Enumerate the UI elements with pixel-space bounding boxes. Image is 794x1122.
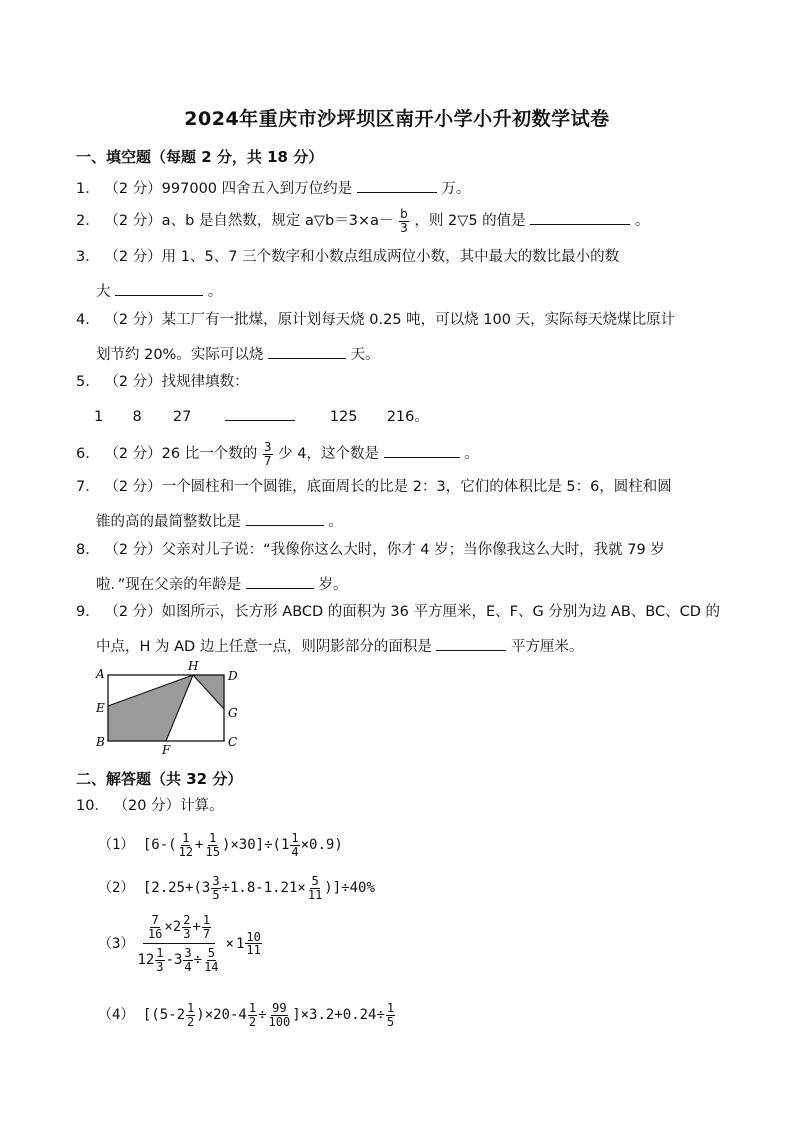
question-5 (76, 375, 249, 390)
question-text: 大 (96, 284, 116, 300)
page-title: 2024年重庆市沙坪坝区南开小学小升初数学试卷 (184, 108, 610, 130)
question-8 (76, 543, 665, 558)
question-7 (76, 480, 672, 495)
expr-text: × (225, 935, 234, 952)
fraction: $\frac{10}{11}$ (246, 929, 261, 958)
rectangle-figure (88, 656, 248, 756)
question-number: 6． (76, 446, 100, 463)
expr-text: + (192, 919, 201, 936)
fraction: $\frac{1}{3}$ (156, 946, 164, 974)
fraction: $\frac{1}{5}$ (386, 1001, 395, 1029)
question-text: 天。 (350, 347, 380, 363)
question-text: 啦．”现在父亲的年龄是 (96, 577, 242, 593)
label-h: H (188, 659, 199, 673)
sequence-item: 27 (172, 409, 192, 425)
calc-1 (98, 832, 343, 858)
expr-text: ×0.9) (300, 837, 343, 854)
fraction: $\frac{b}{3}$ (400, 207, 408, 235)
label-b: B (96, 735, 105, 749)
answer-blank[interactable] (357, 178, 437, 193)
section-heading-fill-in: 一、填空题（每题 2 分，共 18 分） (76, 148, 324, 166)
fraction: $\frac{1}{12}$ (178, 831, 194, 859)
question-text: 。 (464, 446, 479, 463)
label-g: G (228, 706, 238, 720)
part-label: （1） (98, 837, 135, 854)
answer-blank[interactable] (436, 636, 506, 651)
label-f: F (162, 743, 171, 756)
shaded-region-left (108, 675, 193, 741)
question-text: 。 (207, 284, 223, 300)
expr-text: 2 (172, 919, 182, 936)
question-text: 少 4，这个数是 (278, 446, 384, 463)
question-text: （2 分）找规律填数： (104, 374, 249, 390)
expr-text: 1 (235, 935, 245, 952)
question-text: 万。 (441, 181, 471, 197)
fraction: $\frac{5}{11}$ (307, 874, 323, 902)
complex-fraction (134, 914, 223, 973)
question-text: （2 分）如图所示，长方形 ABCD 的面积为 36 平方厘米，E、F、G 分别为边 AB、BC、CD 的 (104, 604, 721, 620)
fraction: $\frac{7}{16}$ (147, 913, 163, 941)
expr-text: ÷ (258, 1007, 267, 1024)
question-text: 平方厘米。 (511, 639, 584, 655)
expr-text: )×20-4 (196, 1007, 247, 1024)
question-4-cont (96, 344, 380, 363)
question-text: （2 分）父亲对儿子说：“我像你这么大时，你才 4 岁；当你像我这么大时，我就 79 岁 (104, 542, 665, 558)
expr-text: + (195, 837, 204, 854)
expr-text: ]×3.2+0.24÷ (292, 1007, 385, 1024)
fraction: $\frac{3}{4}$ (184, 946, 192, 974)
question-1 (76, 178, 470, 197)
question-3-cont (96, 281, 222, 300)
sequence-item: 125 (329, 409, 358, 425)
question-text: ，则 2▽5 的值是 (414, 213, 531, 230)
question-number: 1． (76, 181, 100, 197)
question-number: 10． (76, 798, 109, 814)
answer-blank[interactable] (246, 511, 324, 526)
question-text: （2 分）某工厂有一批煤，原计划每天烧 0.25 吨，可以烧 100 天，实际每天烧煤比原计 (104, 312, 676, 328)
question-text: 锥的高的最简整数比是 (96, 514, 241, 530)
question-2 (76, 208, 649, 234)
answer-blank[interactable] (530, 210, 630, 225)
fraction: $\frac{1}{15}$ (205, 831, 220, 859)
fraction: $\frac{3}{7}$ (263, 440, 272, 468)
fraction: $\frac{1}{4}$ (291, 831, 299, 859)
question-text: （2 分）26 比一个数的 (104, 446, 258, 463)
fraction: $\frac{5}{14}$ (204, 946, 219, 974)
question-text: （2 分）一个圆柱和一个圆锥，底面周长的比是 2：3，它们的体积比是 5：6，圆柱和圆 (104, 479, 672, 495)
expr-text: [2.25+(3 (142, 880, 211, 897)
question-6 (76, 441, 479, 467)
question-text: （2 分）用 1、5、7 三个数字和小数点组成两位小数，其中最大的数比最小的数 (104, 249, 620, 265)
label-d: D (228, 669, 238, 683)
calc-4 (98, 1002, 396, 1028)
part-label: （4） (98, 1007, 135, 1024)
question-text: （2 分）a、b 是自然数，规定 a▽b＝3×a－ (104, 213, 394, 230)
question-7-cont (96, 511, 343, 530)
question-4 (76, 313, 675, 328)
section-heading-answer: 二、解答题（共 32 分） (76, 770, 243, 788)
fraction: $\frac{1}{7}$ (202, 913, 211, 941)
expr-text: × (164, 919, 173, 936)
question-9-cont (96, 636, 584, 655)
fraction: $\frac{1}{2}$ (187, 1001, 195, 1029)
question-number: 7． (76, 479, 100, 495)
answer-blank[interactable] (384, 443, 460, 458)
question-3 (76, 250, 619, 265)
question-text: 划节约 20%。实际可以烧 (96, 347, 268, 363)
question-number: 8． (76, 542, 100, 558)
answer-blank[interactable] (225, 406, 295, 421)
label-e: E (96, 701, 105, 715)
question-8-cont (96, 574, 347, 593)
calc-3 (98, 914, 263, 973)
question-number: 9． (76, 604, 100, 620)
label-c: C (228, 735, 238, 749)
expr-text: [6-( (142, 837, 177, 854)
fraction: $\frac{99}{100}$ (268, 1001, 291, 1029)
sequence-item: 1 (94, 409, 104, 425)
question-text: 岁。 (318, 577, 348, 593)
expr-text: ÷ (193, 952, 203, 969)
sequence-item: 8 (132, 409, 142, 425)
part-label: （2） (98, 880, 135, 897)
question-text: 。 (634, 213, 650, 230)
question-text: （20 分）计算。 (113, 798, 224, 814)
question-text: （2 分）997000 四舍五入到万位约是 (104, 181, 357, 197)
expr-text: 12 (137, 952, 155, 969)
question-number: 3． (76, 249, 100, 265)
answer-blank[interactable] (246, 574, 314, 589)
fraction: $\frac{3}{5}$ (212, 874, 220, 902)
question-text: 中点，H 为 AD 边上任意一点，则阴影部分的面积是 (96, 639, 437, 655)
question-number: 4． (76, 312, 100, 328)
label-a: A (96, 667, 105, 681)
answer-blank[interactable] (268, 344, 346, 359)
part-label: （3） (98, 935, 135, 952)
expr-text: - (165, 952, 174, 969)
question-10 (76, 799, 224, 814)
expr-text: )×30]÷(1 (221, 837, 290, 854)
number-sequence (94, 406, 429, 425)
expr-text: ÷1.8-1.21× (221, 880, 306, 897)
sequence-item: 216。 (386, 409, 429, 425)
fraction: $\frac{2}{3}$ (183, 913, 191, 941)
question-number: 5． (76, 374, 100, 390)
question-9 (76, 605, 720, 620)
question-text: 。 (328, 514, 343, 530)
answer-blank[interactable] (115, 281, 203, 296)
question-number: 2． (76, 213, 100, 230)
expr-text: 3 (173, 952, 183, 969)
expr-text: [(5-2 (142, 1007, 186, 1024)
calc-2 (98, 875, 375, 901)
expr-text: )]÷40% (324, 880, 375, 897)
fraction: $\frac{1}{2}$ (248, 1001, 257, 1029)
